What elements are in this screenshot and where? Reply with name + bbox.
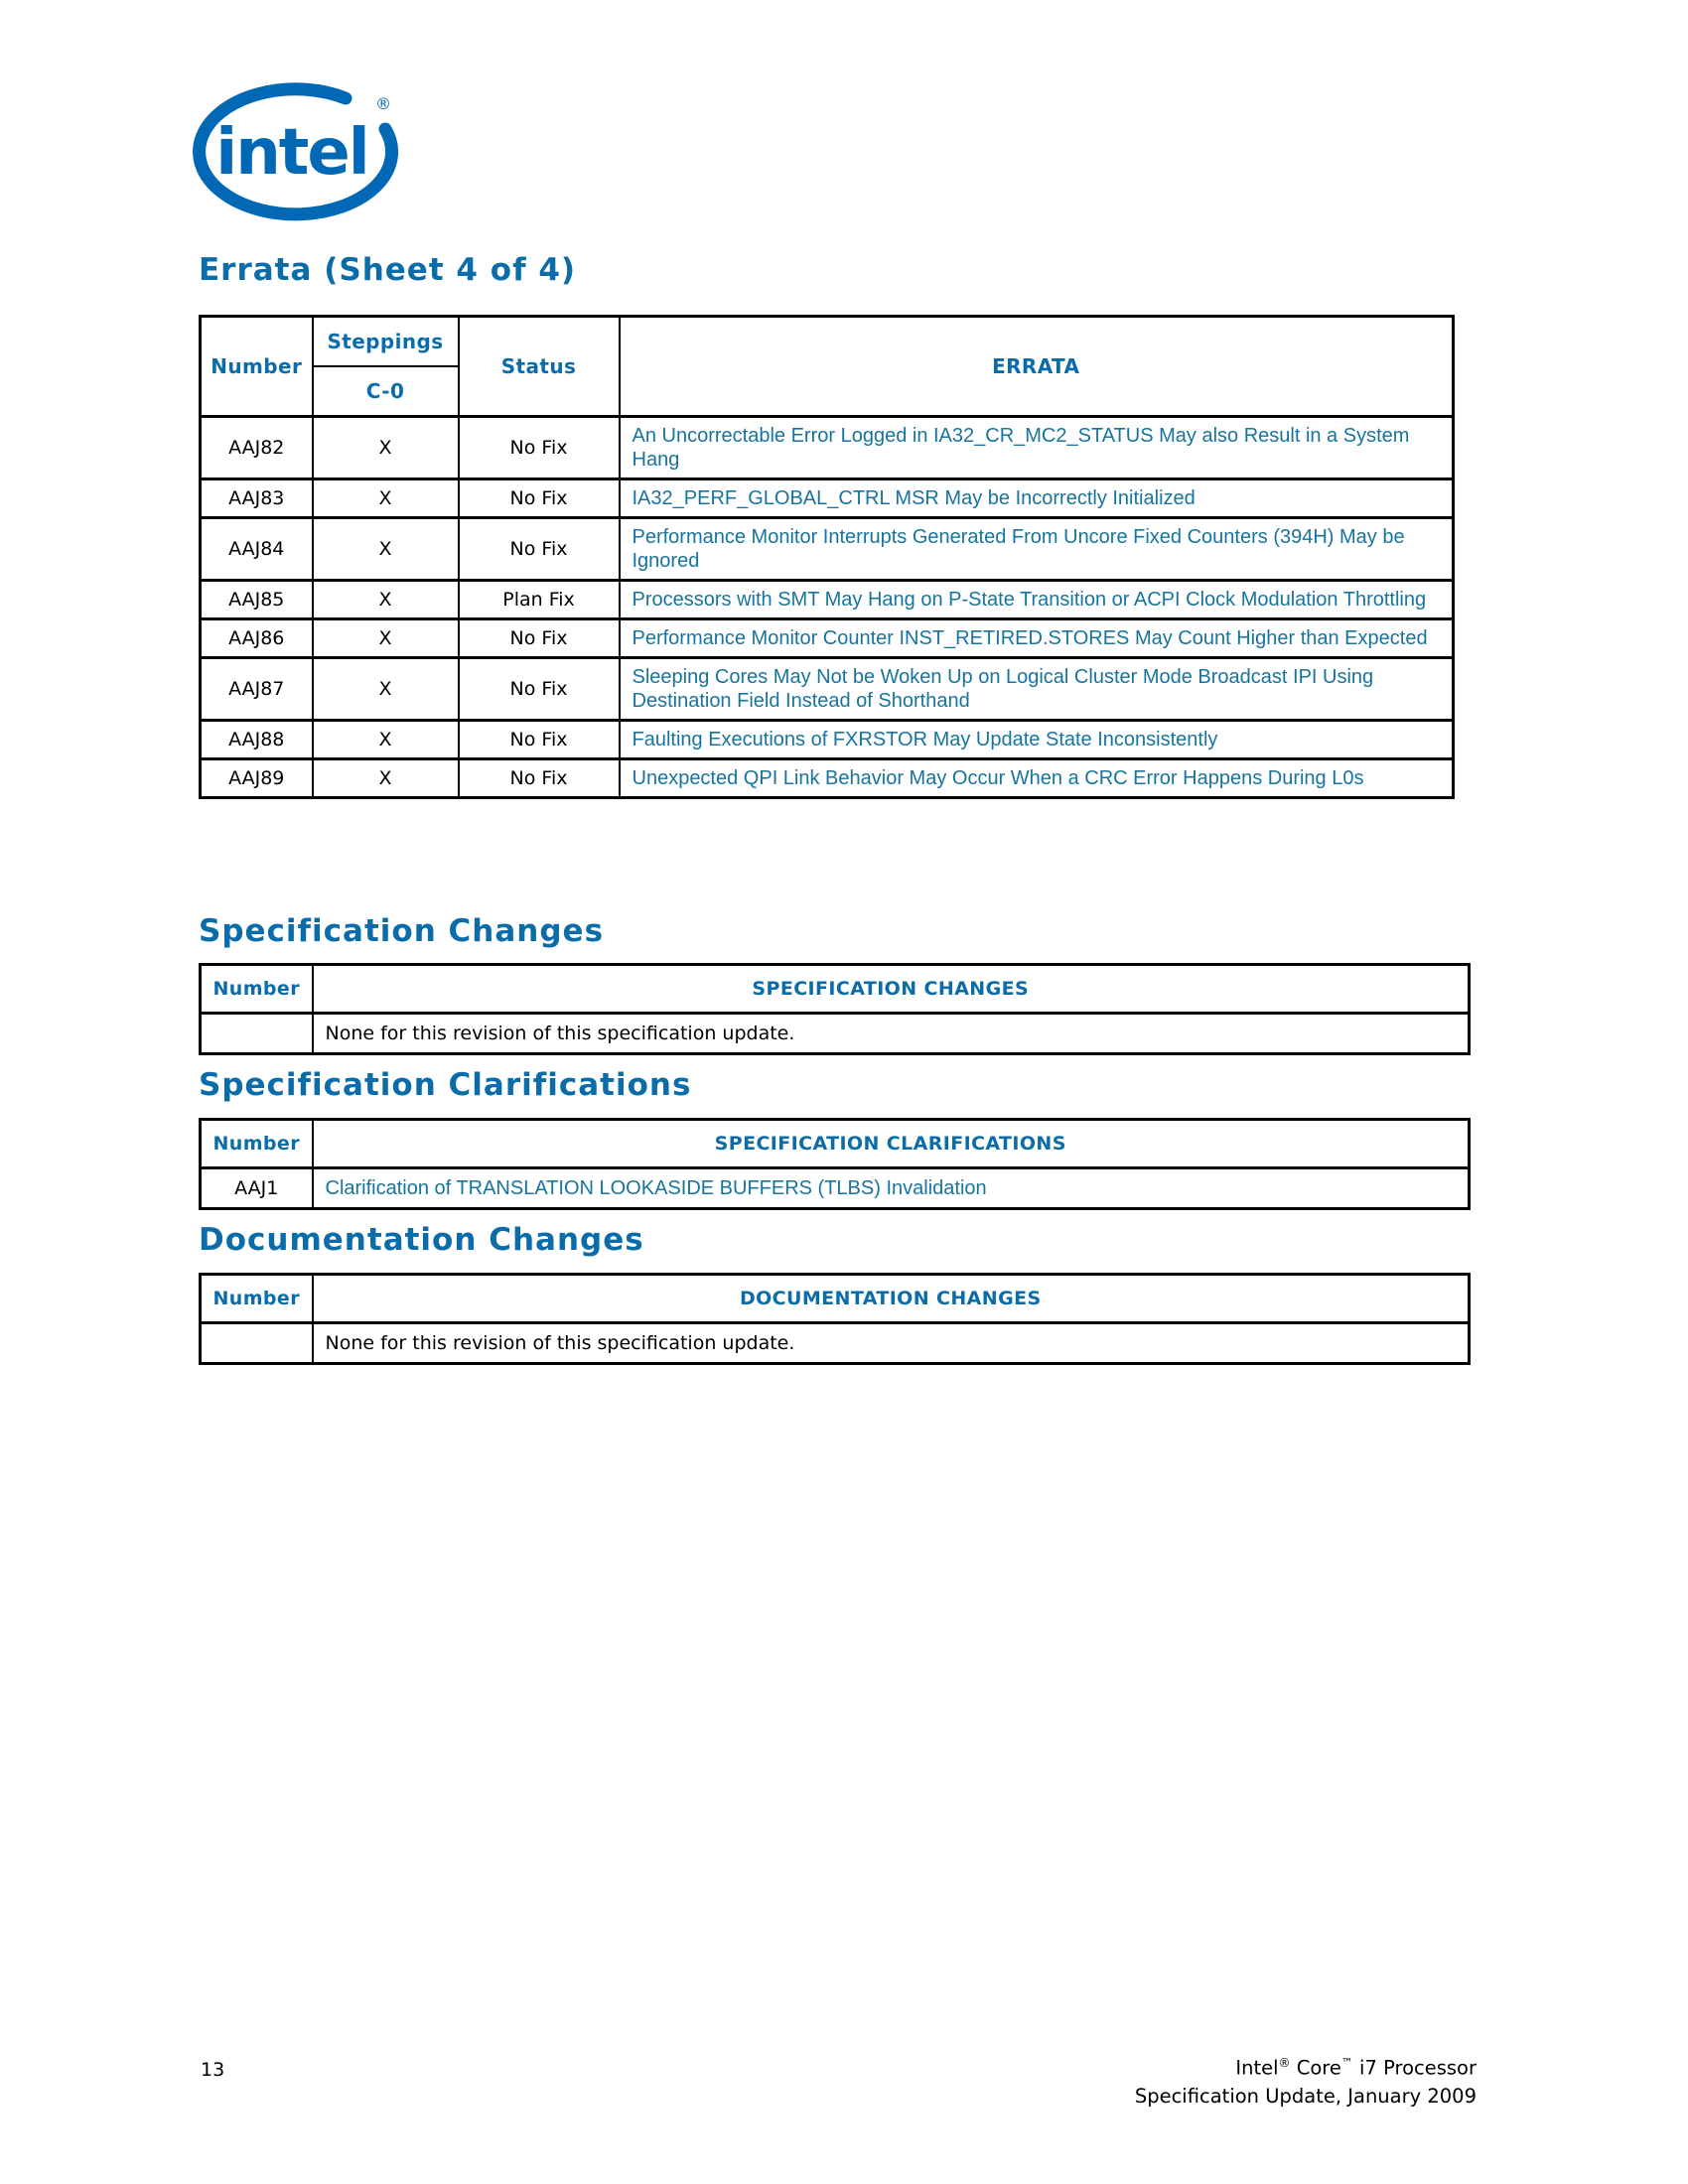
spec-clarifications-number-cell: AAJ1 — [201, 1168, 313, 1209]
errata-stepping-cell: X — [313, 581, 459, 619]
spec-changes-heading: Specification Changes — [199, 913, 605, 949]
spec-clarifications-col-header-description: SPECIFICATION CLARIFICATIONS — [313, 1120, 1470, 1168]
spec-clarifications-col-header-number: Number — [201, 1120, 313, 1168]
footer-document-title — [199, 2049, 1477, 2111]
spec-changes-table — [199, 963, 1471, 1055]
errata-stepping-cell: X — [313, 518, 459, 581]
table-row — [201, 1168, 1470, 1209]
footer-brand-pre: Intel — [1235, 2056, 1279, 2080]
errata-section-heading: Errata (Sheet 4 of 4) — [199, 252, 577, 288]
errata-status-cell: No Fix — [459, 658, 620, 721]
doc-changes-number-cell — [201, 1323, 313, 1364]
footer-brand-line — [199, 2049, 1477, 2083]
footer-page-number: 13 — [201, 2059, 225, 2081]
errata-table-header — [201, 317, 1454, 417]
doc-changes-table-body — [201, 1323, 1470, 1364]
errata-col-header-number: Number — [201, 317, 313, 417]
errata-number-cell: AAJ84 — [201, 518, 313, 581]
doc-changes-table — [199, 1273, 1471, 1365]
errata-status-cell: No Fix — [459, 518, 620, 581]
errata-status-cell: No Fix — [459, 759, 620, 798]
doc-changes-heading: Documentation Changes — [199, 1222, 644, 1258]
errata-header-row-1 — [201, 317, 1454, 367]
footer-subtitle-line: Specification Update, January 2009 — [1134, 2084, 1477, 2108]
errata-col-header-steppings: Steppings — [313, 317, 459, 367]
errata-number-cell: AAJ85 — [201, 581, 313, 619]
trademark-symbol: ™ — [1340, 2056, 1353, 2070]
intel-logo-graphic — [189, 77, 401, 224]
errata-status-cell: Plan Fix — [459, 581, 620, 619]
errata-number-cell: AAJ89 — [201, 759, 313, 798]
spec-changes-table-header — [201, 965, 1470, 1014]
errata-number-cell: AAJ87 — [201, 658, 313, 721]
doc-changes-table-header — [201, 1275, 1470, 1323]
errata-number-cell: AAJ83 — [201, 479, 313, 518]
errata-description-cell: Performance Monitor Interrupts Generated From Uncore Fixed Counters (394H) May be Ignored — [620, 518, 1454, 581]
errata-col-header-errata: ERRATA — [620, 317, 1454, 417]
spec-clarifications-table-body — [201, 1168, 1470, 1209]
errata-description-cell: Sleeping Cores May Not be Woken Up on Logical Cluster Mode Broadcast IPI Using Destination Field Instead of Shorthand — [620, 658, 1454, 721]
errata-status-cell: No Fix — [459, 721, 620, 759]
doc-changes-description-cell: None for this revision of this specification update. — [313, 1323, 1470, 1364]
errata-stepping-cell: X — [313, 417, 459, 479]
table-row — [201, 479, 1454, 518]
errata-status-cell: No Fix — [459, 479, 620, 518]
errata-description-cell: Processors with SMT May Hang on P-State Transition or ACPI Clock Modulation Throttling — [620, 581, 1454, 619]
errata-stepping-cell: X — [313, 721, 459, 759]
errata-description-cell: IA32_PERF_GLOBAL_CTRL MSR May be Incorrectly Initialized — [620, 479, 1454, 518]
footer-brand-mid: Core — [1290, 2056, 1341, 2080]
table-row — [201, 1014, 1470, 1054]
errata-description-cell: Faulting Executions of FXRSTOR May Update State Inconsistently — [620, 721, 1454, 759]
errata-number-cell: AAJ88 — [201, 721, 313, 759]
errata-status-cell: No Fix — [459, 619, 620, 658]
errata-stepping-cell: X — [313, 619, 459, 658]
table-row — [201, 619, 1454, 658]
errata-description-cell: Unexpected QPI Link Behavior May Occur When a CRC Error Happens During L0s — [620, 759, 1454, 798]
intel-logo — [189, 77, 401, 224]
errata-description-cell: An Uncorrectable Error Logged in IA32_CR_MC2_STATUS May also Result in a System Hang — [620, 417, 1454, 479]
spec-changes-col-header-description: SPECIFICATION CHANGES — [313, 965, 1470, 1014]
table-row — [201, 417, 1454, 479]
spec-clarifications-description-cell: Clarification of TRANSLATION LOOKASIDE BUFFERS (TLBS) Invalidation — [313, 1168, 1470, 1209]
errata-stepping-cell: X — [313, 759, 459, 798]
errata-col-header-status: Status — [459, 317, 620, 417]
spec-clarifications-header-row — [201, 1120, 1470, 1168]
errata-description-cell: Performance Monitor Counter INST_RETIRED.STORES May Count Higher than Expected — [620, 619, 1454, 658]
registered-trademark-symbol: ® — [1278, 2056, 1291, 2070]
spec-clarifications-heading: Specification Clarifications — [199, 1067, 692, 1103]
errata-status-cell: No Fix — [459, 417, 620, 479]
table-row — [201, 658, 1454, 721]
spec-clarifications-table-header — [201, 1120, 1470, 1168]
table-row — [201, 721, 1454, 759]
table-row — [201, 759, 1454, 798]
spec-changes-header-row — [201, 965, 1470, 1014]
spec-changes-table-body — [201, 1014, 1470, 1054]
table-row — [201, 581, 1454, 619]
errata-table-body — [201, 417, 1454, 798]
spec-clarifications-table — [199, 1118, 1471, 1210]
errata-col-header-stepping-value: C-0 — [313, 366, 459, 417]
errata-stepping-cell: X — [313, 658, 459, 721]
doc-changes-header-row — [201, 1275, 1470, 1323]
errata-table — [199, 315, 1455, 799]
spec-changes-col-header-number: Number — [201, 965, 313, 1014]
table-row — [201, 1323, 1470, 1364]
intel-logo-registered-mark: ® — [375, 94, 391, 113]
errata-number-cell: AAJ86 — [201, 619, 313, 658]
doc-changes-col-header-description: DOCUMENTATION CHANGES — [313, 1275, 1470, 1323]
spec-changes-description-cell: None for this revision of this specification update. — [313, 1014, 1470, 1054]
doc-changes-col-header-number: Number — [201, 1275, 313, 1323]
intel-logo-text: intel — [215, 116, 368, 190]
errata-number-cell: AAJ82 — [201, 417, 313, 479]
footer-brand-post: i7 Processor — [1352, 2056, 1477, 2080]
errata-stepping-cell: X — [313, 479, 459, 518]
table-row — [201, 518, 1454, 581]
spec-changes-number-cell — [201, 1014, 313, 1054]
